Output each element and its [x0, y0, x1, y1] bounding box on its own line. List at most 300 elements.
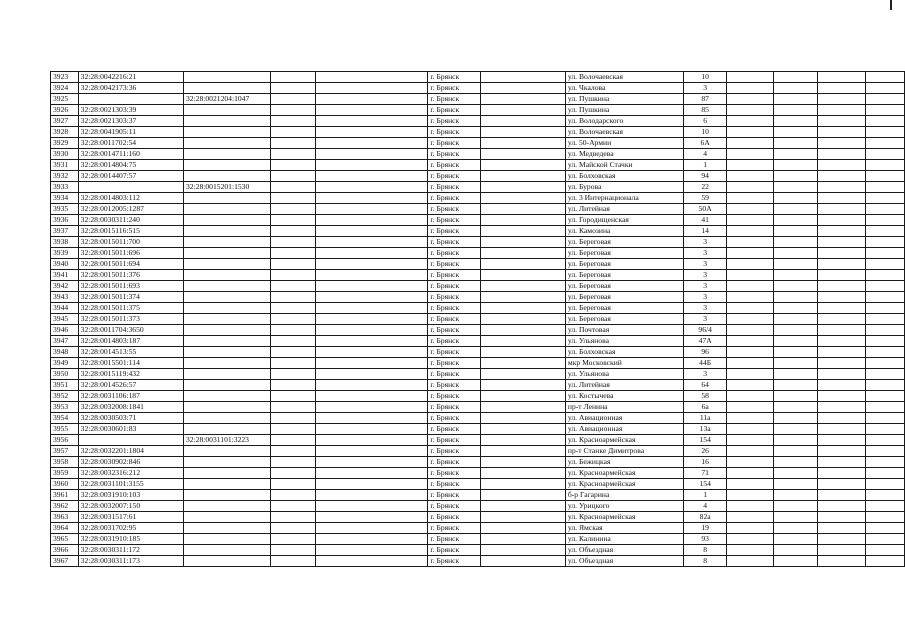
street-cell: б-р Гагарина: [565, 490, 683, 501]
empty-cell: [774, 292, 818, 303]
empty-cell: [727, 380, 774, 391]
cadastral-number-cell: 32:28:0015011:376: [78, 270, 183, 281]
row-number-cell: 3924: [51, 83, 79, 94]
city-cell: г. Брянск: [428, 105, 480, 116]
cadastral-number-alt-cell: [183, 380, 270, 391]
empty-cell: [727, 490, 774, 501]
city-cell: г. Брянск: [428, 413, 480, 424]
cadastral-number-alt-cell: 32:28:0021204:1047: [183, 94, 270, 105]
street-cell: мкр Московский: [565, 358, 683, 369]
empty-cell: [774, 446, 818, 457]
empty-cell: [271, 116, 316, 127]
city-cell: г. Брянск: [428, 501, 480, 512]
cadastral-number-alt-cell: [183, 226, 270, 237]
empty-cell: [480, 105, 565, 116]
empty-cell: [727, 204, 774, 215]
empty-cell: [774, 72, 818, 83]
cadastral-number-alt-cell: [183, 193, 270, 204]
table-row: [51, 347, 905, 358]
empty-cell: [316, 446, 428, 457]
empty-cell: [818, 402, 866, 413]
table-row: [51, 380, 905, 391]
cadastral-number-cell: 32:28:0015011:700: [78, 237, 183, 248]
house-number-cell: 3: [684, 281, 727, 292]
table-row: [51, 116, 905, 127]
empty-cell: [316, 545, 428, 556]
empty-cell: [866, 457, 905, 468]
empty-cell: [480, 215, 565, 226]
street-cell: ул. Красноармейская: [565, 479, 683, 490]
empty-cell: [774, 545, 818, 556]
street-cell: ул. Волочаевская: [565, 127, 683, 138]
street-cell: ул. Пушкина: [565, 105, 683, 116]
empty-cell: [818, 116, 866, 127]
empty-cell: [271, 391, 316, 402]
empty-cell: [727, 72, 774, 83]
table-row: [51, 248, 905, 259]
empty-cell: [774, 149, 818, 160]
empty-cell: [727, 193, 774, 204]
cadastral-number-alt-cell: [183, 292, 270, 303]
empty-cell: [316, 259, 428, 270]
empty-cell: [271, 556, 316, 567]
empty-cell: [774, 105, 818, 116]
table-row: [51, 127, 905, 138]
table-row: [51, 512, 905, 523]
cadastral-number-cell: 32:28:0015011:696: [78, 248, 183, 259]
empty-cell: [727, 369, 774, 380]
city-cell: г. Брянск: [428, 402, 480, 413]
empty-cell: [866, 556, 905, 567]
empty-cell: [774, 303, 818, 314]
cadastral-number-cell: 32:28:0015116:515: [78, 226, 183, 237]
street-cell: ул. Бурова: [565, 182, 683, 193]
empty-cell: [866, 512, 905, 523]
row-number-cell: 3934: [51, 193, 79, 204]
empty-cell: [818, 435, 866, 446]
empty-cell: [316, 292, 428, 303]
street-cell: ул. 3 Интернационала: [565, 193, 683, 204]
row-number-cell: 3933: [51, 182, 79, 193]
cadastral-number-cell: 32:28:0031702:95: [78, 523, 183, 534]
empty-cell: [271, 402, 316, 413]
empty-cell: [271, 160, 316, 171]
empty-cell: [866, 490, 905, 501]
house-number-cell: 85: [684, 105, 727, 116]
empty-cell: [774, 347, 818, 358]
empty-cell: [727, 545, 774, 556]
empty-cell: [271, 545, 316, 556]
table-row: [51, 182, 905, 193]
house-number-cell: 4: [684, 501, 727, 512]
empty-cell: [480, 468, 565, 479]
cadastral-number-alt-cell: [183, 314, 270, 325]
empty-cell: [818, 149, 866, 160]
empty-cell: [727, 226, 774, 237]
empty-cell: [480, 171, 565, 182]
empty-cell: [271, 292, 316, 303]
empty-cell: [866, 413, 905, 424]
empty-cell: [774, 336, 818, 347]
empty-cell: [316, 204, 428, 215]
empty-cell: [316, 182, 428, 193]
cadastral-number-alt-cell: [183, 259, 270, 270]
empty-cell: [480, 94, 565, 105]
table-row: [51, 523, 905, 534]
empty-cell: [727, 435, 774, 446]
table-row: [51, 479, 905, 490]
empty-cell: [727, 325, 774, 336]
empty-cell: [818, 413, 866, 424]
cadastral-number-cell: 32:28:0030902:846: [78, 457, 183, 468]
empty-cell: [866, 424, 905, 435]
cadastral-number-alt-cell: [183, 479, 270, 490]
cadastral-number-cell: 32:28:0014804:75: [78, 160, 183, 171]
empty-cell: [774, 457, 818, 468]
cadastral-number-alt-cell: [183, 127, 270, 138]
cadastral-number-alt-cell: [183, 336, 270, 347]
street-cell: ул. Камозина: [565, 226, 683, 237]
row-number-cell: 3943: [51, 292, 79, 303]
house-number-cell: 41: [684, 215, 727, 226]
city-cell: г. Брянск: [428, 380, 480, 391]
empty-cell: [316, 512, 428, 523]
empty-cell: [316, 138, 428, 149]
empty-cell: [818, 468, 866, 479]
city-cell: г. Брянск: [428, 149, 480, 160]
table-row: [51, 490, 905, 501]
house-number-cell: 87: [684, 94, 727, 105]
empty-cell: [818, 314, 866, 325]
cadastral-number-alt-cell: [183, 347, 270, 358]
empty-cell: [818, 138, 866, 149]
empty-cell: [774, 226, 818, 237]
empty-cell: [271, 534, 316, 545]
table-row: [51, 303, 905, 314]
cadastral-number-cell: 32:28:0031910:185: [78, 534, 183, 545]
table-row: [51, 215, 905, 226]
house-number-cell: 47А: [684, 336, 727, 347]
empty-cell: [866, 83, 905, 94]
street-cell: ул. Объездная: [565, 545, 683, 556]
street-cell: ул. Городищенская: [565, 215, 683, 226]
cadastral-number-cell: 32:28:0011704:3650: [78, 325, 183, 336]
cadastral-number-cell: 32:28:0032008:1841: [78, 402, 183, 413]
empty-cell: [480, 292, 565, 303]
table-row: [51, 325, 905, 336]
empty-cell: [818, 490, 866, 501]
empty-cell: [316, 325, 428, 336]
cadastral-number-alt-cell: [183, 116, 270, 127]
empty-cell: [866, 193, 905, 204]
empty-cell: [271, 303, 316, 314]
cadastral-number-alt-cell: [183, 105, 270, 116]
empty-cell: [316, 369, 428, 380]
city-cell: г. Брянск: [428, 72, 480, 83]
house-number-cell: 14: [684, 226, 727, 237]
empty-cell: [818, 94, 866, 105]
empty-cell: [866, 501, 905, 512]
empty-cell: [774, 94, 818, 105]
street-cell: ул. Береговая: [565, 237, 683, 248]
empty-cell: [727, 446, 774, 457]
empty-cell: [818, 303, 866, 314]
empty-cell: [271, 149, 316, 160]
cadastral-number-alt-cell: [183, 402, 270, 413]
row-number-cell: 3967: [51, 556, 79, 567]
cadastral-number-cell: 32:28:0014407:57: [78, 171, 183, 182]
house-number-cell: 13а: [684, 424, 727, 435]
empty-cell: [774, 556, 818, 567]
empty-cell: [818, 182, 866, 193]
empty-cell: [866, 248, 905, 259]
empty-cell: [316, 94, 428, 105]
edge-scan-mark: [890, 0, 892, 10]
empty-cell: [316, 413, 428, 424]
empty-cell: [727, 314, 774, 325]
empty-cell: [480, 512, 565, 523]
empty-cell: [866, 336, 905, 347]
street-cell: ул. Береговая: [565, 259, 683, 270]
house-number-cell: 11а: [684, 413, 727, 424]
empty-cell: [818, 446, 866, 457]
empty-cell: [271, 413, 316, 424]
empty-cell: [818, 512, 866, 523]
street-cell: ул. Болховская: [565, 347, 683, 358]
empty-cell: [480, 83, 565, 94]
cadastral-number-alt-cell: [183, 490, 270, 501]
empty-cell: [271, 336, 316, 347]
street-cell: ул. Пушкина: [565, 94, 683, 105]
table-row: [51, 545, 905, 556]
city-cell: г. Брянск: [428, 215, 480, 226]
empty-cell: [818, 479, 866, 490]
cadastral-number-alt-cell: [183, 369, 270, 380]
cadastral-number-cell: 32:28:0015011:373: [78, 314, 183, 325]
empty-cell: [774, 501, 818, 512]
cadastral-number-alt-cell: [183, 358, 270, 369]
house-number-cell: 22: [684, 182, 727, 193]
cadastral-number-alt-cell: [183, 534, 270, 545]
empty-cell: [316, 226, 428, 237]
house-number-cell: 10: [684, 127, 727, 138]
empty-cell: [271, 193, 316, 204]
empty-cell: [727, 237, 774, 248]
empty-cell: [818, 237, 866, 248]
city-cell: г. Брянск: [428, 281, 480, 292]
cadastral-number-alt-cell: [183, 270, 270, 281]
empty-cell: [866, 94, 905, 105]
empty-cell: [818, 347, 866, 358]
table-row: [51, 556, 905, 567]
cadastral-number-cell: 32:28:0030503:71: [78, 413, 183, 424]
empty-cell: [866, 358, 905, 369]
cadastral-number-cell: 32:28:0015011:374: [78, 292, 183, 303]
empty-cell: [271, 512, 316, 523]
city-cell: г. Брянск: [428, 292, 480, 303]
empty-cell: [727, 127, 774, 138]
row-number-cell: 3949: [51, 358, 79, 369]
empty-cell: [818, 501, 866, 512]
row-number-cell: 3964: [51, 523, 79, 534]
cadastral-number-cell: 32:28:0032316:212: [78, 468, 183, 479]
city-cell: г. Брянск: [428, 83, 480, 94]
cadastral-number-alt-cell: [183, 72, 270, 83]
empty-cell: [727, 270, 774, 281]
street-cell: пр-т Станке Димитрова: [565, 446, 683, 457]
table-row: [51, 149, 905, 160]
empty-cell: [774, 116, 818, 127]
empty-cell: [818, 534, 866, 545]
empty-cell: [727, 468, 774, 479]
empty-cell: [866, 402, 905, 413]
registry-table: [50, 71, 905, 567]
city-cell: г. Брянск: [428, 424, 480, 435]
table-row: [51, 94, 905, 105]
row-number-cell: 3960: [51, 479, 79, 490]
empty-cell: [316, 479, 428, 490]
cadastral-number-alt-cell: [183, 413, 270, 424]
empty-cell: [480, 479, 565, 490]
row-number-cell: 3929: [51, 138, 79, 149]
empty-cell: [316, 237, 428, 248]
house-number-cell: 3: [684, 270, 727, 281]
house-number-cell: 93: [684, 534, 727, 545]
house-number-cell: 59: [684, 193, 727, 204]
city-cell: г. Брянск: [428, 226, 480, 237]
row-number-cell: 3961: [51, 490, 79, 501]
house-number-cell: 16: [684, 457, 727, 468]
table-row: [51, 391, 905, 402]
house-number-cell: 3: [684, 83, 727, 94]
empty-cell: [480, 314, 565, 325]
house-number-cell: 4: [684, 149, 727, 160]
empty-cell: [480, 127, 565, 138]
empty-cell: [480, 116, 565, 127]
empty-cell: [818, 281, 866, 292]
cadastral-number-cell: [78, 94, 183, 105]
empty-cell: [480, 545, 565, 556]
street-cell: ул. Береговая: [565, 292, 683, 303]
empty-cell: [774, 380, 818, 391]
cadastral-number-cell: [78, 182, 183, 193]
empty-cell: [316, 523, 428, 534]
city-cell: г. Брянск: [428, 534, 480, 545]
city-cell: г. Брянск: [428, 325, 480, 336]
empty-cell: [271, 435, 316, 446]
empty-cell: [316, 501, 428, 512]
empty-cell: [480, 534, 565, 545]
row-number-cell: 3925: [51, 94, 79, 105]
empty-cell: [271, 281, 316, 292]
empty-cell: [480, 380, 565, 391]
house-number-cell: 3: [684, 248, 727, 259]
street-cell: ул. Ямская: [565, 523, 683, 534]
empty-cell: [480, 259, 565, 270]
street-cell: ул. Красноармейская: [565, 435, 683, 446]
cadastral-number-alt-cell: [183, 281, 270, 292]
house-number-cell: 3: [684, 314, 727, 325]
empty-cell: [271, 457, 316, 468]
empty-cell: [774, 215, 818, 226]
street-cell: ул. Литейная: [565, 380, 683, 391]
cadastral-number-cell: 32:28:0015011:694: [78, 259, 183, 270]
empty-cell: [818, 369, 866, 380]
house-number-cell: 44Б: [684, 358, 727, 369]
empty-cell: [480, 457, 565, 468]
empty-cell: [271, 259, 316, 270]
house-number-cell: 3: [684, 292, 727, 303]
row-number-cell: 3931: [51, 160, 79, 171]
empty-cell: [774, 160, 818, 171]
house-number-cell: 19: [684, 523, 727, 534]
empty-cell: [866, 391, 905, 402]
empty-cell: [818, 292, 866, 303]
empty-cell: [818, 523, 866, 534]
empty-cell: [818, 457, 866, 468]
cadastral-number-cell: 32:28:0014526:57: [78, 380, 183, 391]
row-number-cell: 3937: [51, 226, 79, 237]
empty-cell: [866, 105, 905, 116]
empty-cell: [818, 325, 866, 336]
table-row: [51, 259, 905, 270]
empty-cell: [316, 534, 428, 545]
city-cell: г. Брянск: [428, 358, 480, 369]
empty-cell: [866, 127, 905, 138]
house-number-cell: 3: [684, 237, 727, 248]
empty-cell: [727, 303, 774, 314]
empty-cell: [271, 501, 316, 512]
row-number-cell: 3948: [51, 347, 79, 358]
row-number-cell: 3956: [51, 435, 79, 446]
street-cell: ул. Почтовая: [565, 325, 683, 336]
empty-cell: [774, 325, 818, 336]
empty-cell: [271, 380, 316, 391]
empty-cell: [316, 72, 428, 83]
row-number-cell: 3940: [51, 259, 79, 270]
empty-cell: [727, 424, 774, 435]
empty-cell: [480, 336, 565, 347]
cadastral-number-cell: 32:28:0031517:61: [78, 512, 183, 523]
empty-cell: [727, 138, 774, 149]
empty-cell: [774, 358, 818, 369]
empty-cell: [271, 105, 316, 116]
empty-cell: [727, 501, 774, 512]
cadastral-number-alt-cell: [183, 149, 270, 160]
empty-cell: [316, 303, 428, 314]
cadastral-number-cell: 32:28:0030311:240: [78, 215, 183, 226]
row-number-cell: 3951: [51, 380, 79, 391]
street-cell: ул. Володарского: [565, 116, 683, 127]
street-cell: ул. Береговая: [565, 303, 683, 314]
empty-cell: [866, 204, 905, 215]
row-number-cell: 3926: [51, 105, 79, 116]
city-cell: г. Брянск: [428, 457, 480, 468]
empty-cell: [271, 270, 316, 281]
empty-cell: [866, 292, 905, 303]
row-number-cell: 3928: [51, 127, 79, 138]
street-cell: ул. Авиационная: [565, 424, 683, 435]
empty-cell: [866, 116, 905, 127]
empty-cell: [866, 281, 905, 292]
empty-cell: [316, 116, 428, 127]
empty-cell: [727, 413, 774, 424]
cadastral-number-cell: 32:28:0021303:37: [78, 116, 183, 127]
row-number-cell: 3963: [51, 512, 79, 523]
table-row: [51, 292, 905, 303]
cadastral-number-alt-cell: [183, 391, 270, 402]
empty-cell: [727, 556, 774, 567]
